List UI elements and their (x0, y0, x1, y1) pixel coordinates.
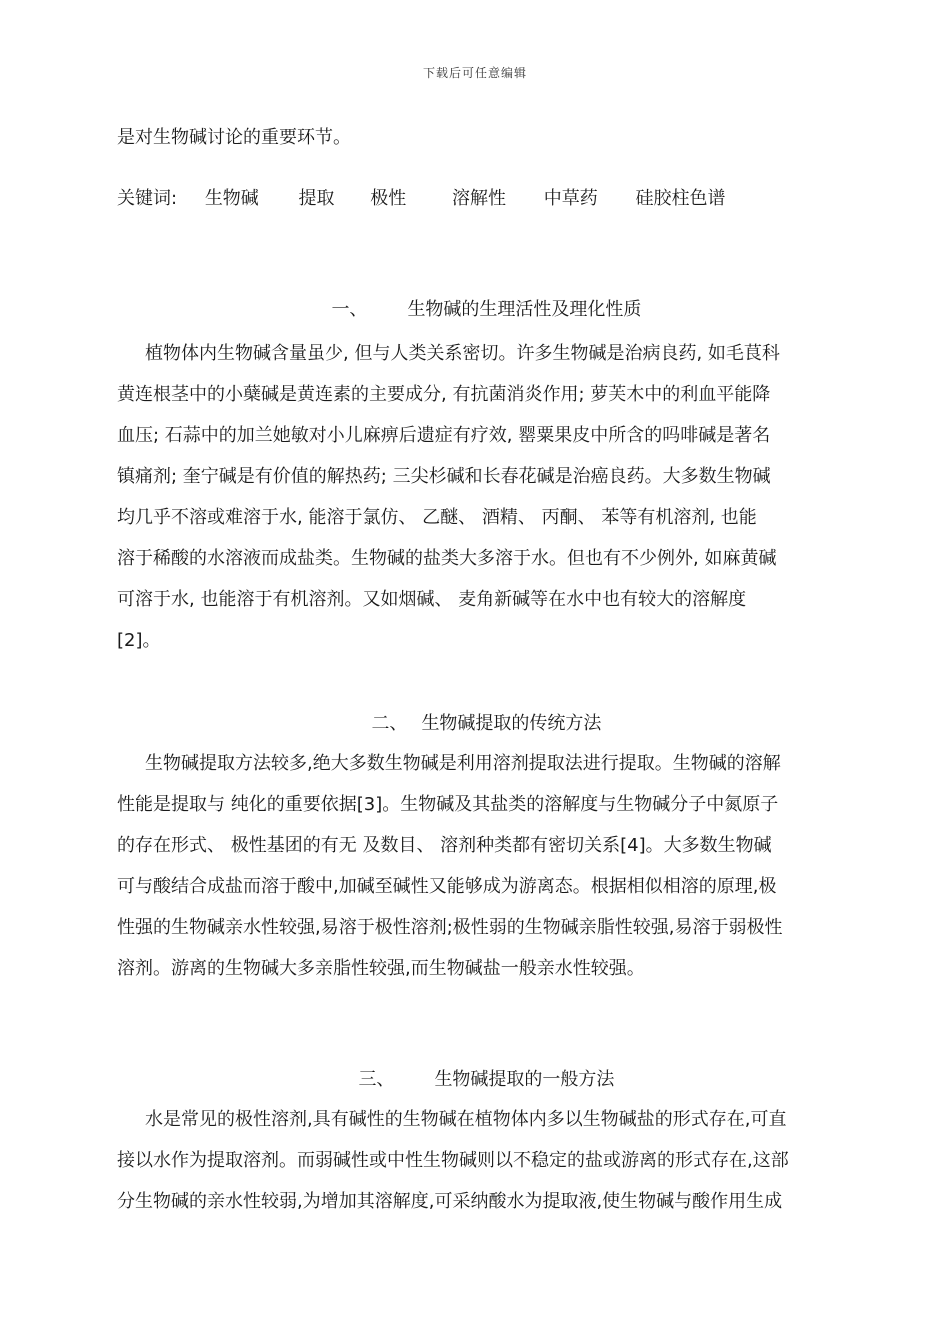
paragraph-line: 性强的生物碱亲水性较强,易溶于极性溶剂;极性弱的生物碱亲脂性较强,易溶于弱极性 (117, 917, 783, 938)
keywords-row (117, 187, 725, 211)
keyword-item: 极性 (370, 188, 407, 209)
keyword-item: 提取 (298, 188, 335, 209)
paragraph-line: 镇痛剂; 奎宁碱是有价值的解热药; 三尖杉碱和长春花碱是治癌良药。大多数生物碱 (117, 466, 771, 487)
section-heading-number: 一、 (331, 299, 368, 320)
section-paragraph (117, 333, 837, 661)
section-paragraph (117, 1099, 837, 1222)
section-heading-title: 生物碱提取的一般方法 (434, 1069, 615, 1090)
section-heading-title: 生物碱提取的传统方法 (421, 713, 602, 734)
keyword-item: 生物碱 (204, 188, 259, 209)
keywords-label: 关键词: (117, 188, 178, 209)
section-paragraph (117, 743, 837, 989)
keyword-item: 溶解性 (452, 188, 507, 209)
paragraph-line: 性能是提取与 纯化的重要依据[3]。生物碱及其盐类的溶解度与生物碱分子中氮原子 (117, 794, 779, 815)
paragraph-line: 可与酸结合成盐而溶于酸中,加碱至碱性又能够成为游离态。根据相似相溶的原理,极 (117, 876, 777, 897)
paragraph-line: 水是常见的极性溶剂,具有碱性的生物碱在植物体内多以生物碱盐的形式存在,可直 (145, 1109, 787, 1130)
keyword-item: 硅胶柱色谱 (635, 188, 726, 209)
paragraph-line: 均几乎不溶或难溶于水, 能溶于氯仿、 乙醚、 酒精、 丙酮、 苯等有机溶剂, 也能 (117, 507, 757, 528)
paragraph-line: 植物体内生物碱含量虽少, 但与人类关系密切。许多生物碱是治病良药, 如毛茛科 (145, 343, 780, 364)
paragraph-line: [2]。 (117, 630, 161, 651)
paragraph-line: 黄连根茎中的小蘖碱是黄连素的主要成分, 有抗菌消炎作用; 萝芙木中的利血平能降 (117, 384, 771, 405)
paragraph-line: 的存在形式、 极性基团的有无 及数目、 溶剂种类都有密切关系[4]。大多数生物碱 (117, 835, 772, 856)
paragraph-line: 生物碱提取方法较多,绝大多数生物碱是利用溶剂提取法进行提取。生物碱的溶解 (145, 753, 781, 774)
paragraph-line: 血压; 石蒜中的加兰她敏对小儿麻痹后遗症有疗效, 罂粟果皮中所含的吗啡碱是著名 (117, 425, 771, 446)
paragraph-line: 接以水作为提取溶剂。而弱碱性或中性生物碱则以不稳定的盐或游离的形式存在,这部 (117, 1150, 789, 1171)
keyword-item: 中草药 (543, 188, 598, 209)
paragraph-line: 可溶于水, 也能溶于有机溶剂。又如烟碱、 麦角新碱等在水中也有较大的溶解度 (117, 589, 747, 610)
paragraph-line: 分生物碱的亲水性较弱,为增加其溶解度,可采纳酸水为提取液,使生物碱与酸作用生成 (117, 1191, 783, 1212)
intro-tail-line: 是对生物碱讨论的重要环节。 (117, 127, 351, 148)
section-heading-title: 生物碱的生理活性及理化性质 (407, 299, 642, 320)
section-heading-number: 二、 (371, 713, 408, 734)
paragraph-line: 溶剂。游离的生物碱大多亲脂性较强,而生物碱盐一般亲水性较强。 (117, 958, 645, 979)
section-heading-number: 三、 (358, 1069, 395, 1090)
paragraph-line: 溶于稀酸的水溶液而成盐类。生物碱的盐类大多溶于水。但也有不少例外, 如麻黄碱 (117, 548, 777, 569)
page-header-note: 下载后可任意编辑 (422, 66, 527, 80)
